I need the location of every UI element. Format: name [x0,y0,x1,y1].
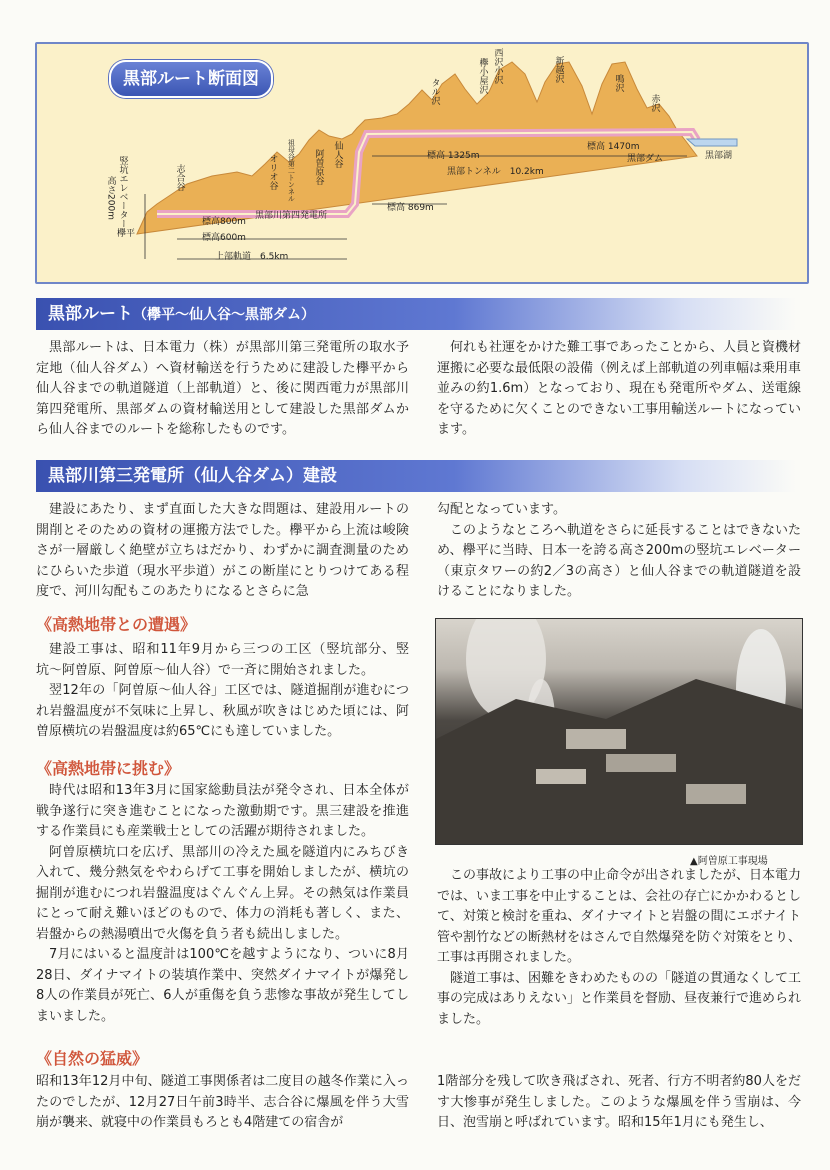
kurobe-lake [687,139,737,146]
subheading-encounter: 《高熱地帯との遭遇》 [36,615,197,634]
right-mid-p2: 隧道工事は、困難をきわめたものの「隧道の貫通なくして工事の完成はありえない」と作業員を督励、昼夜兼行で進められました。 [437,970,802,1027]
label-naru: 鳴沢 [613,74,624,92]
label-el600: 標高600m [202,233,246,243]
challenge-p3: 7月にはいると温度計は100℃を越すようになり、ついに8月28日、ダイナマイトの装填作業中、突然ダイナマイトが爆発し8人の作業員が死亡、6人が重傷を負う悲惨な事故が発生してしまいました。 [36,947,409,1024]
section2-right-bottom [437,1072,801,1134]
label-nishizawa: 西沢小沢 [492,48,503,84]
label-keyakidaira: 欅平 [117,229,136,239]
azohara-construction-photo [435,618,803,845]
nature-p1: 昭和13年12月中旬、隧道工事関係者は二度目の越冬作業に入ったのでしたが、12月27日午前3時半、志合谷に爆風を伴う大雪崩が襲来、就寝中の作業員もろとも4階建ての宿舎が [36,1074,409,1130]
challenge-p1: 時代は昭和13年3月に国家総動員法が発令され、日本全体が戦争遂行に突き進むことになった激動期です。黒三建設を推進する作業員にも産業戦士としての活躍が期待されました。 [36,783,409,839]
label-el869: 標高 869m [387,203,434,213]
encounter-column [36,640,409,743]
right-mid-p1: この事故により工事の中止命令が出されましたが、日本電力では、いま工事を中止することは、会社の存亡にかかわるとして、対策と検討を重ね、ダイナマイトと岩盤の間にエボナイト管や割竹などの断熱材をはさんで自然爆発を防ぐ対策をとり、工事は再開されました。 [437,868,802,965]
label-dam: 黒部ダム [627,154,664,164]
label-aka: 赤沢 [649,94,660,112]
label-sennin: 仙人谷 [332,141,343,168]
section2-right-mid [437,866,801,1030]
label-lake: 黒部湖 [705,151,733,161]
section1-right-text: 何れも社運をかけた難工事であったことから、人員と資機材運搬に必要な最低限の設備（例えば上部軌道の列車幅は乗用車並みの約1.6m）となっており、現在も発電所やダム、送電線を守るために欠くことのできない工事用輸送ルートになっています。 [437,340,802,437]
section2-intro: 建設にあたり、まず直面した大きな問題は、建設用ルートの開削とそのための資材の運搬方法でした。欅平から上流は峻険さが一層厳しく絶壁が立ちはだかり、わずかに調査測量のためにひらいた歩道（現水平歩道）がこの断崖にとりつけてある程度で、河川勾配もこのあたりになるとさらに急 [36,502,409,599]
label-azohara: 阿曽原谷 [313,149,324,185]
label-taru: タル沢 [429,78,440,105]
diagram-title: 黒部ルート断面図 [109,60,273,98]
label-upper-track: 上部軌道 6.5km [215,252,289,262]
encounter-p2: 翌12年の「阿曽原〜仙人谷」工区では、隧道掘削が進むにつれ岩盤温度が不気味に上昇し、秋風が吹きはじめた頃には、阿曽原横坑の岩盤温度は約65℃にも達していました。 [36,683,409,739]
label-ido-sawa: 祖母谷第二トンネル [287,139,296,202]
label-elevator-height: 高さ200m [105,176,116,220]
right-bottom-text: 1階部分を残して吹き飛ばされ、死者、行方不明者約80人をだす大惨事が発生しました。このような爆風を伴う雪崩は、今日、泡雪崩と呼ばれています。昭和15年1月にも発生し、 [437,1074,801,1130]
nature-column [36,1072,409,1134]
section2-banner [36,460,796,492]
encounter-p1: 建設工事は、昭和11年9月から三つの工区（竪坑部分、竪坑〜阿曽原、阿曽原〜仙人谷）で一斉に開始されました。 [36,642,409,678]
section1-title: 黒部ルート [48,304,133,324]
subheading-nature: 《自然の猛威》 [36,1049,149,1068]
section2-title: 黒部川第三発電所（仙人谷ダム）建設 [48,466,337,486]
label-el1325: 標高 1325m [427,151,480,161]
section1-left-text: 黒部ルートは、日本電力（株）が黒部川第三発電所の取水予定地（仙人谷ダム）へ資材輸送を行うために建設した欅平から仙人谷までの軌道隧道（上部軌道）と、後に関西電力が黒部川第四発電所、黒部ダムの資材輸送用として建設した黒部ダムから仙人谷までのルートを総称したものです。 [36,340,409,437]
label-tunnel: 黒部トンネル 10.2km [447,167,544,177]
photo-caption: ▲阿曽原工事現場 [690,856,768,867]
subheading-challenge: 《高熱地帯に挑む》 [36,759,181,778]
photo-illustration [436,619,802,844]
label-elevator: 竪坑エレベーター [117,156,128,228]
label-el800: 標高800m [202,217,246,227]
label-keyaki-koya: 欅小屋沢 [477,58,488,94]
label-oriodani: オリオ谷 [267,154,278,190]
section2-intro-column [36,500,409,603]
label-hydro4: 黒部川第四発電所 [255,211,328,221]
label-el1470: 標高 1470m [587,142,640,152]
section1-left-column [36,338,409,441]
challenge-p2: 阿曽原横坑口を広げ、黒部川の冷えた風を隧道内にみちびき入れて、幾分熱気をやわらげて工事を開始しましたが、横坑の掘削が進むにつれ岩盤温度はぐんぐん上昇。その熱気は作業員にとって耐え難いほどのもので、体力の消耗も著しく、また、岩盤からの熱湯噴出で火傷を負う者も続出しました。 [36,844,409,942]
label-shinetsu: 新越沢 [553,56,564,83]
section1-banner [36,298,796,330]
challenge-column [36,781,409,1027]
cross-section-diagram [35,42,809,284]
section1-subtitle: （欅平〜仙人谷〜黒部ダム） [133,307,315,323]
right-top-p2: このようなところへ軌道をさらに延長することはできないため、欅平に当時、日本一を誇る高さ200mの竪坑エレベーター（東京タワーの約2／3の高さ）と仙人谷までの軌道隧道を設けることになりました。 [437,522,802,599]
section2-right-top [437,500,801,603]
label-shiaidani: 志合谷 [174,164,185,191]
section1-right-column [437,338,801,441]
right-top-p1: 勾配となっています。 [437,502,566,517]
